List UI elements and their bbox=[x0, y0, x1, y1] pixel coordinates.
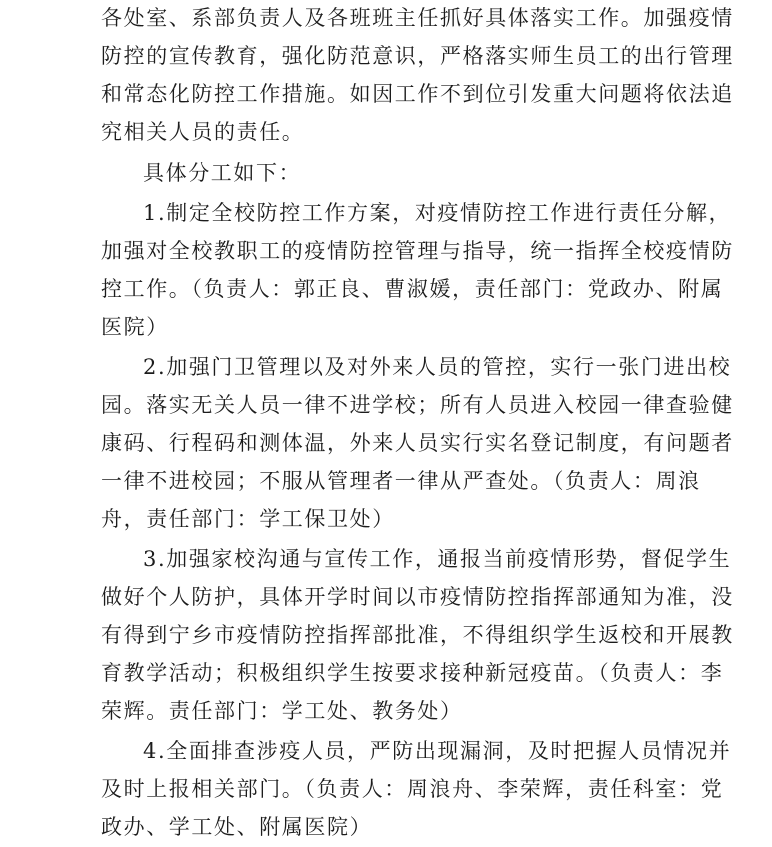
text-line: 育教学活动；积极组织学生按要求接种新冠疫苗。（负责人：李 bbox=[101, 661, 724, 685]
text-line: 各处室、系部负责人及各班班主任抓好具体落实工作。加强疫情 bbox=[101, 6, 734, 30]
text-line: 及时上报相关部门。（负责人：周浪舟、李荣辉，责任科室：党 bbox=[101, 777, 724, 801]
text-line: 做好个人防护，具体开学时间以市疫情防控指挥部通知为准，没 bbox=[101, 585, 734, 609]
text-line: 康码、行程码和测体温，外来人员实行实名登记制度，有问题者 bbox=[101, 431, 734, 455]
text-line: 政办、学工处、附属医院） bbox=[101, 815, 373, 839]
text-line: 荣辉。责任部门：学工处、教务处） bbox=[101, 699, 463, 723]
text-line: 1.制定全校防控工作方案，对疫情防控工作进行责任分解， bbox=[143, 201, 732, 225]
text-line: 加强对全校教职工的疫情防控管理与指导，统一指挥全校疫情防 bbox=[101, 239, 734, 263]
text-line: 2.加强门卫管理以及对外来人员的管控，实行一张门进出校 bbox=[143, 355, 732, 379]
text-line: 3.加强家校沟通与宣传工作，通报当前疫情形势，督促学生 bbox=[143, 547, 732, 571]
text-line: 一律不进校园；不服从管理者一律从严查处。（负责人：周浪 bbox=[101, 469, 701, 493]
section-heading: 具体分工如下： bbox=[143, 161, 302, 185]
text-line: 控工作。（负责人：郭正良、曹淑媛，责任部门：党政办、附属 bbox=[101, 277, 724, 301]
text-line: 和常态化防控工作措施。如因工作不到位引发重大问题将依法追 bbox=[101, 82, 734, 106]
text-line: 防控的宣传教育，强化防范意识，严格落实师生员工的出行管理 bbox=[101, 44, 734, 68]
text-line: 医院） bbox=[101, 315, 169, 339]
text-line: 有得到宁乡市疫情防控指挥部批准，不得组织学生返校和开展教 bbox=[101, 623, 734, 647]
text-line: 究相关人员的责任。 bbox=[101, 120, 305, 144]
text-line: 园。落实无关人员一律不进学校；所有人员进入校园一律查验健 bbox=[101, 393, 734, 417]
text-line: 4.全面排查涉疫人员，严防出现漏洞，及时把握人员情况并 bbox=[143, 739, 732, 763]
text-line: 舟，责任部门：学工保卫处） bbox=[101, 507, 395, 531]
